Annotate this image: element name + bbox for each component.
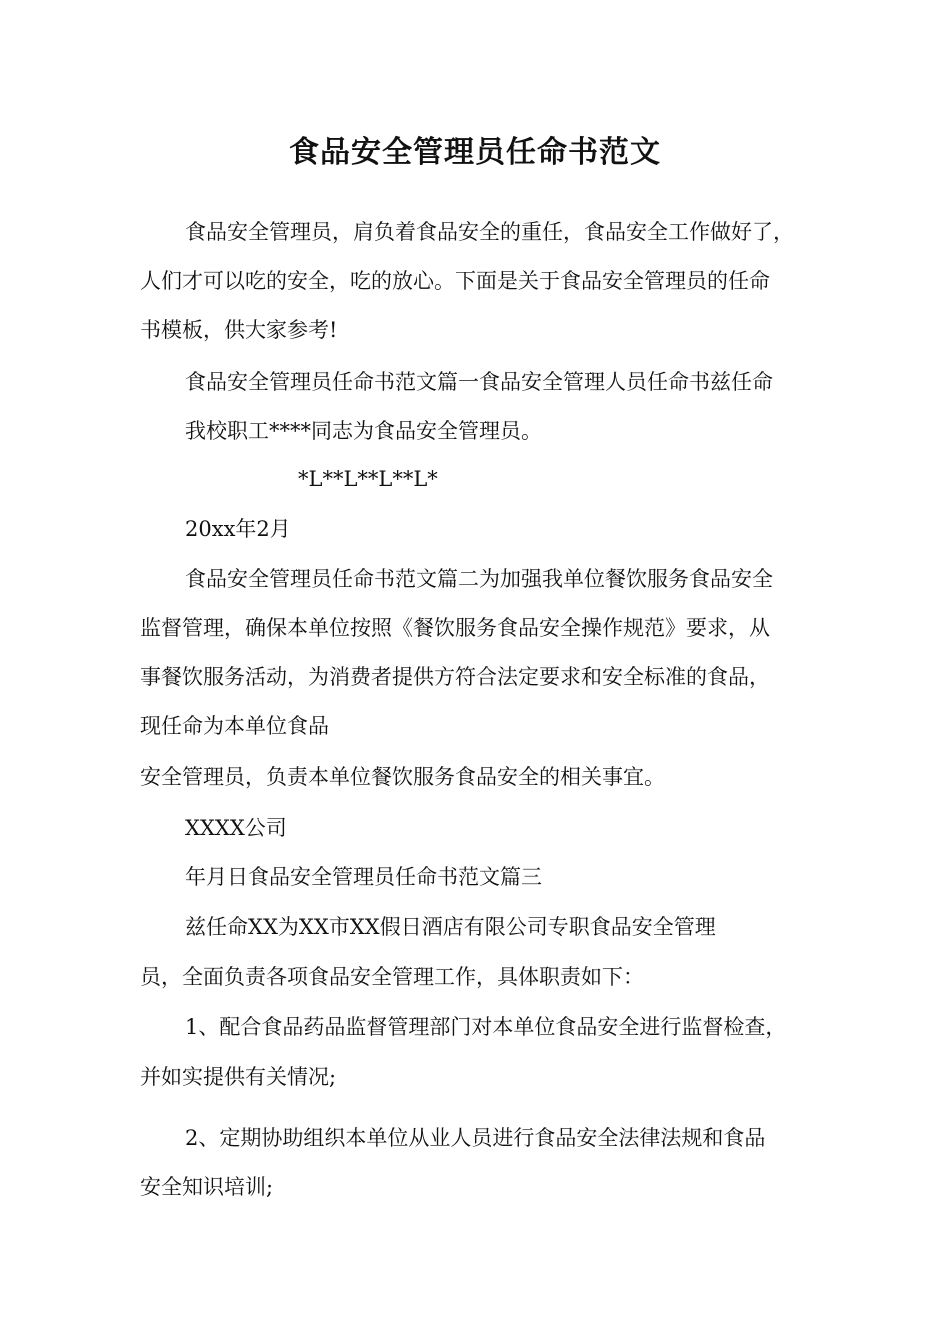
date-line: 20xx年2月 xyxy=(185,517,291,541)
document-title: 食品安全管理员任命书范文 xyxy=(289,135,661,170)
paragraph-line: 人们才可以吃的安全，吃的放心。下面是关于食品安全管理员的任命 xyxy=(140,269,770,293)
paragraph-line: 监督管理，确保本单位按照《餐饮服务食品安全操作规范》要求，从 xyxy=(140,616,770,640)
paragraph-line: 书模板，供大家参考! xyxy=(140,318,338,342)
list-item-line: 并如实提供有关情况; xyxy=(140,1065,337,1089)
list-item-line: 2、定期协助组织本单位从业人员进行食品安全法律法规和食品 xyxy=(185,1126,766,1150)
paragraph-line: 食品安全管理员，肩负着食品安全的重任，食品安全工作做好了， xyxy=(185,220,794,244)
paragraph-line: 员，全面负责各项食品安全管理工作，具体职责如下： xyxy=(140,965,644,989)
paragraph-line: 年月日食品安全管理员任命书范文篇三 xyxy=(185,865,542,889)
paragraph-line: 现任命为本单位食品 xyxy=(140,714,329,738)
list-item-line: 1、配合食品药品监督管理部门对本单位食品安全进行监督检查， xyxy=(185,1015,787,1039)
paragraph-line: 兹任命XX为XX市XX假日酒店有限公司专职食品安全管理 xyxy=(185,915,716,939)
paragraph-line: 食品安全管理员任命书范文篇二为加强我单位餐饮服务食品安全 xyxy=(185,567,773,591)
list-item-line: 安全知识培训; xyxy=(140,1175,274,1199)
paragraph-line: 食品安全管理员任命书范文篇一食品安全管理人员任命书兹任命 xyxy=(185,370,773,394)
paragraph-line: 我校职工****同志为食品安全管理员。 xyxy=(185,419,542,443)
paragraph-line: 事餐饮服务活动，为消费者提供方符合法定要求和安全标准的食品， xyxy=(140,665,770,689)
company-line: XXXX公司 xyxy=(185,816,287,840)
signature-placeholder: *L**L**L**L* xyxy=(298,467,438,491)
paragraph-line: 安全管理员，负责本单位餐饮服务食品安全的相关事宜。 xyxy=(140,765,665,789)
